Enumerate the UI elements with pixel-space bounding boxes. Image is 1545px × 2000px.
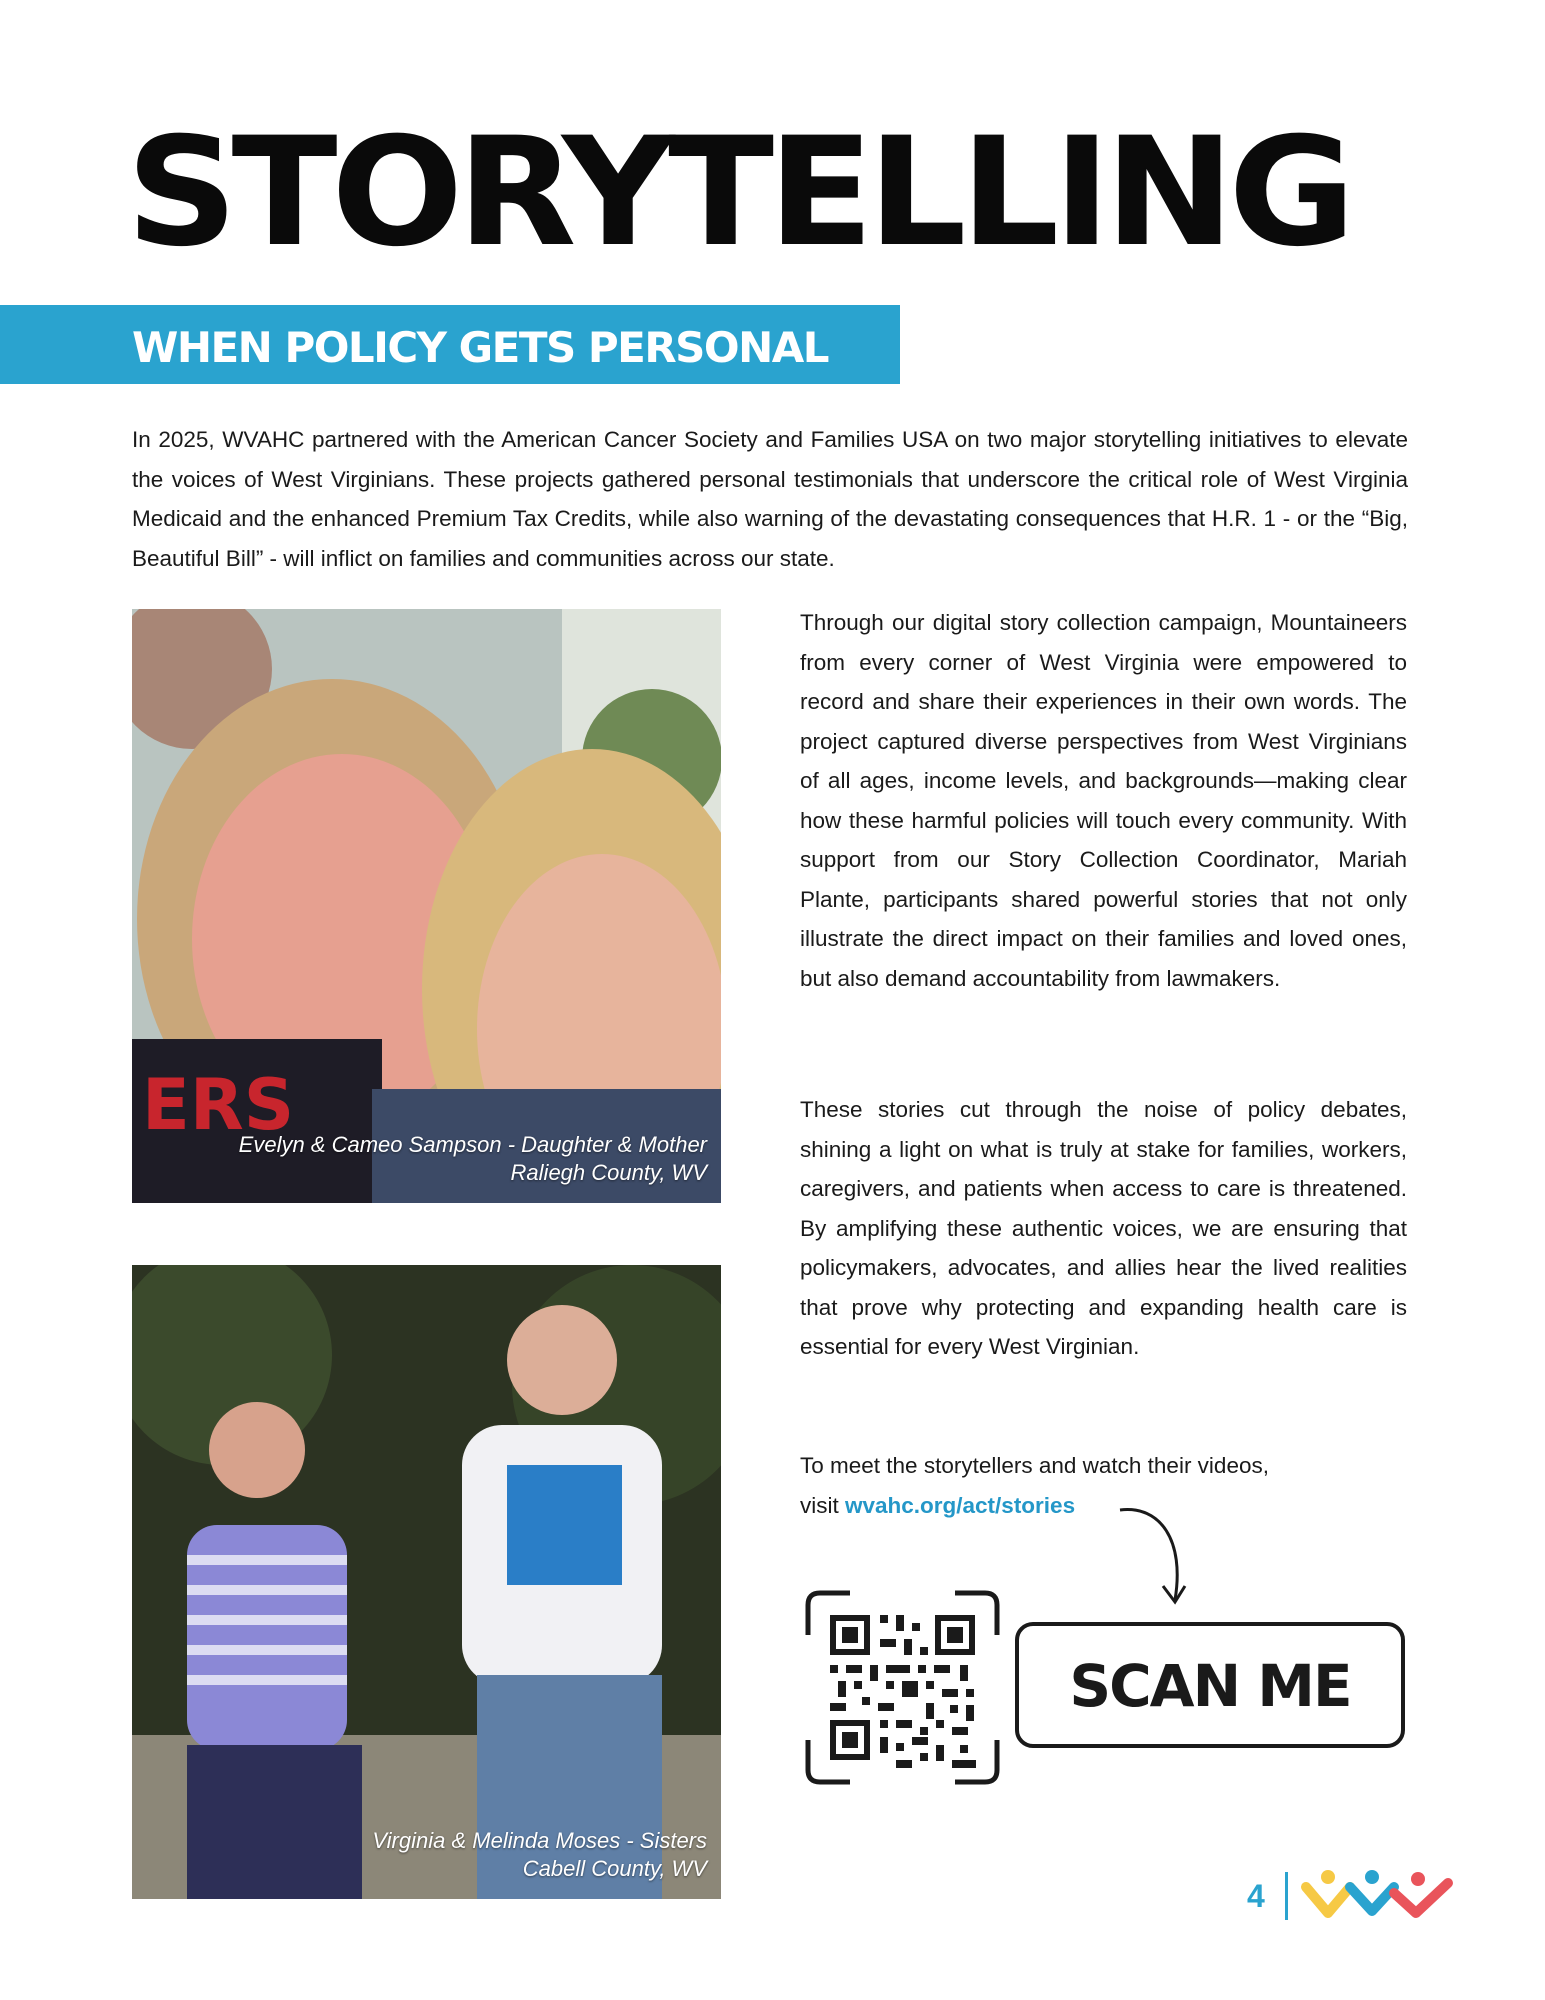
banner-heading: WHEN POLICY GETS PERSONAL	[132, 323, 829, 372]
cta-line: To meet the storytellers and watch their videos,	[800, 1453, 1269, 1478]
curved-arrow-icon	[1115, 1500, 1195, 1610]
caption-place: Raliegh County, WV	[510, 1160, 707, 1185]
cta-visit: visit	[800, 1493, 845, 1518]
section-banner	[0, 305, 900, 384]
page-number: 4	[1247, 1878, 1265, 1914]
scan-me-label: SCAN ME	[1069, 1652, 1351, 1720]
body-paragraph-1: Through our digital story collection campaign, Mountaineers from every corner of West Virginia were empowered to record and share their experiences in their own words. The project captured diverse perspectives from West Virginians of all ages, income levels, and backgrounds—making clear how these harmful policies will touch every community. With support from our Story Collection Coordinator, Mariah Plante, participants shared powerful stories that not only illustrate the direct impact on their families and loved ones, but also demand accountability from lawmakers.	[800, 610, 1407, 991]
intro-paragraph: In 2025, WVAHC partnered with the American Cancer Society and Families USA on two major storytelling initiatives to elevate the voices of West Virginians. These projects gathered personal testimonials that underscore the critical role of West Virginia Medicaid and the enhanced Premium Tax Credits, while also warning of the devastating consequences that H.R. 1 - or the “Big, Beautiful Bill” - will inflict on families and communities across our state.	[132, 427, 1408, 571]
photo-sampson	[132, 609, 721, 1203]
qr-code-icon	[800, 1585, 1005, 1790]
caption-name: Virginia & Melinda Moses - Sisters	[372, 1828, 707, 1853]
svg-text:ERS: ERS	[142, 1064, 295, 1146]
caption-name: Evelyn & Cameo Sampson - Daughter & Mother	[238, 1132, 707, 1157]
photo-sampson-illustration	[132, 609, 721, 1203]
qr-code[interactable]	[800, 1585, 1005, 1790]
photo-caption-sampson	[239, 1131, 707, 1187]
wvahc-logo-icon	[1298, 1865, 1473, 1925]
photo-caption-moses	[372, 1827, 707, 1883]
page-divider	[1285, 1872, 1288, 1920]
stories-link[interactable]: wvahc.org/act/stories	[845, 1493, 1076, 1518]
scan-me-box	[1015, 1622, 1405, 1748]
page-title: STORYTELLING	[126, 106, 1350, 280]
photo-moses-illustration	[132, 1265, 721, 1899]
call-to-action	[800, 1446, 1407, 1526]
photo-moses	[132, 1265, 721, 1899]
body-paragraph-2: These stories cut through the noise of policy debates, shining a light on what is truly at stake for families, workers, caregivers, and patients when access to care is threatened. By amplifying these authentic voices, we are ensuring that policymakers, advocates, and allies hear the lived realities that prove why protecting and expanding health care is essential for every West Virginian.	[800, 1097, 1407, 1359]
caption-place: Cabell County, WV	[522, 1856, 707, 1881]
